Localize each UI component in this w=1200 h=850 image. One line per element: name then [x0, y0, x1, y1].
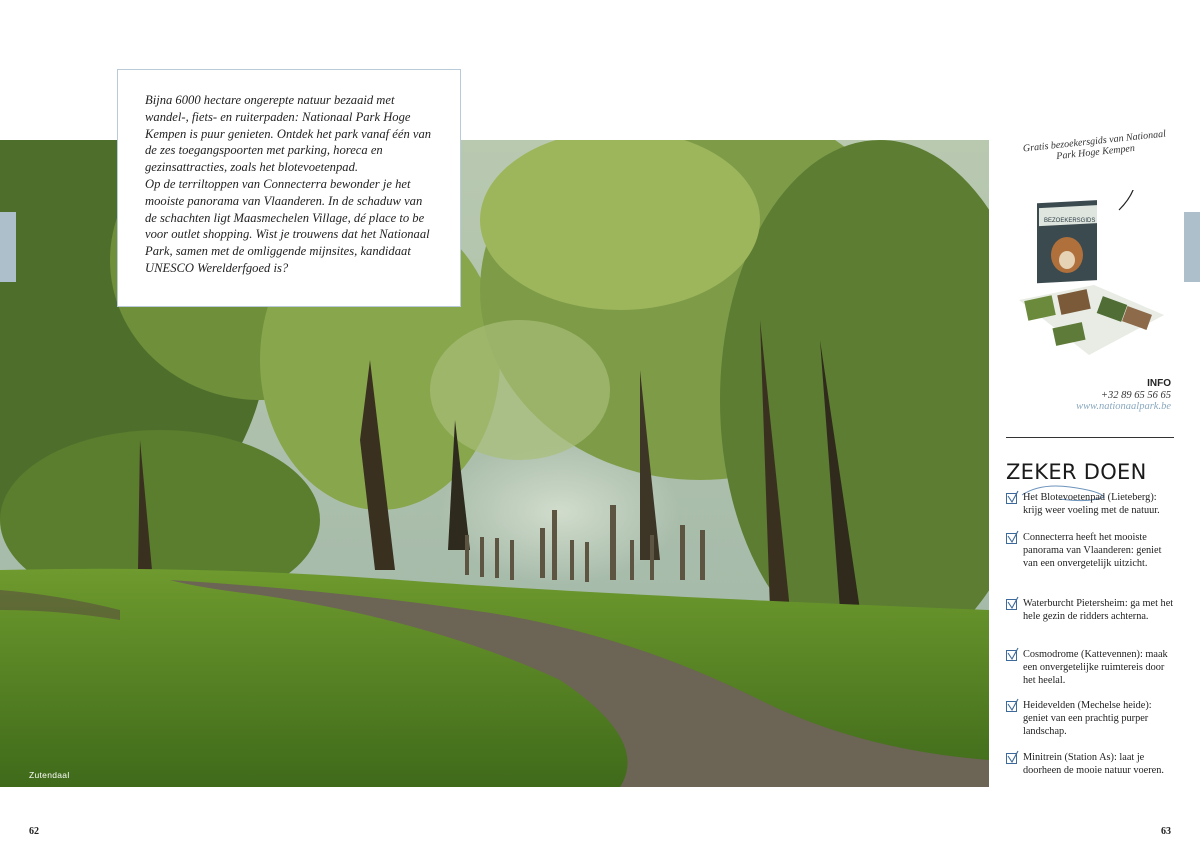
todo-item	[1006, 597, 1176, 623]
guide-note: Gratis bezoekersgids van Nationaal Park Hoge Kempen	[1022, 128, 1167, 163]
checkbox-checked-icon	[1006, 493, 1017, 504]
guide-brochure-image	[1004, 190, 1174, 365]
checkbox-checked-icon	[1006, 650, 1017, 661]
checkbox-checked-icon	[1006, 701, 1017, 712]
info-title: INFO	[1147, 378, 1171, 389]
intro-textbox	[117, 69, 461, 307]
todo-heading: ZEKER DOEN	[1006, 460, 1147, 484]
todo-item	[1006, 491, 1176, 517]
checkbox-checked-icon	[1006, 599, 1017, 610]
todo-item-text: Heidevelden (Mechelse heide): geniet van een prachtig purper landschap.	[1023, 700, 1152, 737]
todo-item-text: Minitrein (Station As): laat je doorheen de mooie natuur voeren.	[1023, 752, 1164, 776]
todo-item-text: Connecterra heeft het mooiste panorama van Vlaanderen: geniet van een onvergetelijk uitzicht.	[1023, 532, 1162, 569]
info-website-link[interactable]: www.nationaalpark.be	[1076, 401, 1171, 412]
intro-paragraph-1: Bijna 6000 hectare ongerepte natuur bezaaid met wandel-, fiets- en ruiterpaden: Nationaal Park Hoge Kempen is puur genieten. Ontdek het park vanaf één van de zes toegangspoorten met parking, horeca en gezinsattracties, zoals het blotevoetenpad.	[145, 93, 432, 175]
checkbox-checked-icon	[1006, 533, 1017, 544]
page-number-left: 62	[29, 826, 39, 837]
brochure-cover-label: BEZOEKERSGIDS	[1044, 218, 1096, 224]
todo-item	[1006, 751, 1176, 777]
intro-paragraph-2: Op de terriltoppen van Connecterra bewonder je het mooiste panorama van Vlaanderen. In de schaduw van de schachten ligt Maasmechelen Village, dé place to be voor outlet shopping. Wist je trouwens dat het Nationaal Park, samen met de omliggende mijnsites, kandidaat UNESCO Werelderfgoed is?	[145, 176, 430, 275]
todo-item	[1006, 531, 1176, 570]
todo-item	[1006, 699, 1176, 738]
todo-item-text: Waterburcht Pietersheim: ga met het hele gezin de ridders achterna.	[1023, 598, 1174, 622]
todo-item-text: Het Blotevoetenpad (Lieteberg): krijg weer voeling met de natuur.	[1023, 492, 1160, 516]
info-block	[1076, 378, 1171, 412]
left-edge-tab	[0, 212, 16, 282]
right-edge-tab	[1184, 212, 1200, 282]
arrow-line	[1119, 190, 1136, 210]
info-phone: +32 89 65 56 65	[1100, 390, 1171, 401]
photo-caption: Zutendaal	[29, 770, 70, 780]
divider	[1006, 437, 1174, 438]
checkbox-checked-icon	[1006, 753, 1017, 764]
todo-item	[1006, 648, 1176, 687]
page-number-right: 63	[1161, 826, 1171, 837]
todo-item-text: Cosmodrome (Kattevennen): maak een onvergetelijke ruimtereis door het heelal.	[1023, 649, 1168, 686]
